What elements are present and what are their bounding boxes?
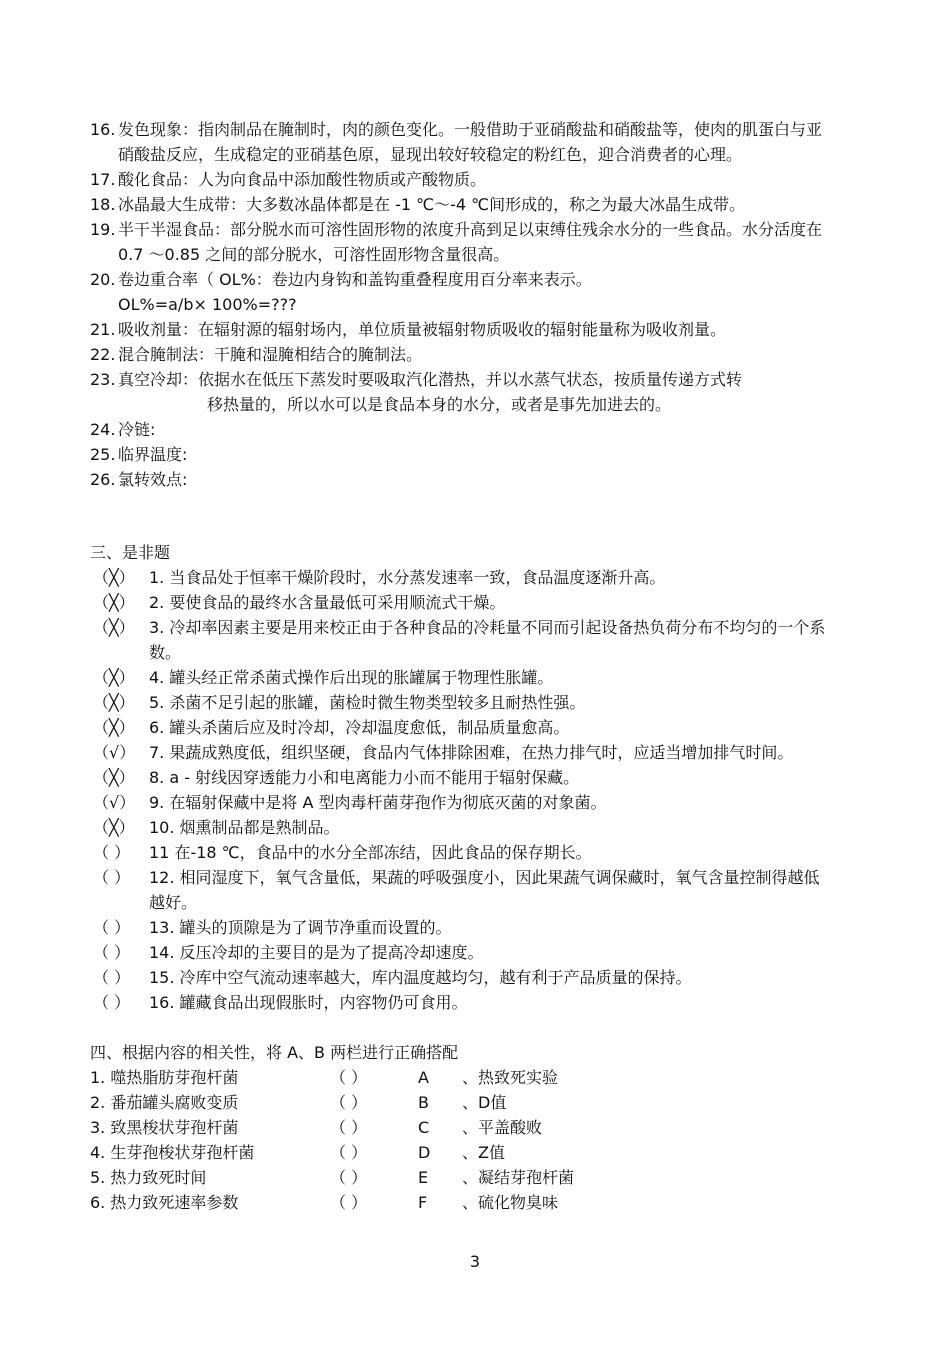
definition-text: 真空冷却：依据水在低压下蒸发时要吸取汽化潜热，并以水蒸气状态，按质量传递方式转 (118, 370, 743, 389)
answer-mark: （╳） (93, 718, 135, 737)
truefalse-item (93, 715, 833, 740)
matching-letter: A (418, 1068, 429, 1087)
definition-24 (90, 417, 830, 442)
answer-mark: （ ） (93, 868, 131, 887)
matching-letter: D (418, 1143, 431, 1162)
truefalse-item (93, 565, 833, 590)
definition-23 (90, 367, 830, 417)
truefalse-item (93, 665, 833, 690)
answer-mark: （╳） (93, 693, 135, 712)
truefalse-list (93, 565, 833, 1015)
truefalse-item (93, 590, 833, 615)
question-text: 5. 杀菌不足引起的胀罐，菌检时微生物类型较多且耐热性强。 (149, 693, 586, 712)
matching-right-item: 、热致死实验 (462, 1068, 559, 1087)
truefalse-item (93, 615, 833, 665)
matching-letter: C (418, 1118, 430, 1137)
matching-letter: F (418, 1193, 428, 1212)
definition-17 (90, 167, 830, 192)
question-text: 1. 当食品处于恒率干燥阶段时，水分蒸发速率一致，食品温度逐渐升高。 (149, 568, 666, 587)
answer-blank: （ ） (330, 1093, 368, 1112)
matching-right-item: 、D值 (462, 1093, 507, 1112)
definition-text: 冷链: (118, 420, 156, 439)
matching-left-item: 2. 番茄罐头腐败变质 (90, 1093, 239, 1112)
truefalse-item (93, 865, 833, 915)
page-number: 3 (469, 1252, 481, 1271)
question-text: 15. 冷库中空气流动速率越大，库内温度越均匀，越有利于产品质量的保持。 (149, 968, 692, 987)
definition-20 (90, 267, 830, 317)
matching-left-item: 6. 热力致死速率参数 (90, 1193, 239, 1212)
definition-text: 半干半湿食品：部分脱水而可溶性固形物的浓度升高到足以束缚住残余水分的一些食品。水分活度在 0.7 ～0.85 之间的部分脱水，可溶性固形物含量很高。 (118, 220, 823, 264)
matching-left-item: 5. 热力致死时间 (90, 1168, 207, 1187)
answer-mark: （╳） (93, 568, 135, 587)
definition-18 (90, 192, 830, 217)
question-text: 11 在-18 ℃，食品中的水分全部冻结，因此食品的保存期长。 (149, 843, 592, 862)
definition-number: 18. (90, 195, 116, 214)
definition-text: 氯转效点: (118, 470, 188, 489)
question-text: 16. 罐藏食品出现假胀时，内容物仍可食用。 (149, 993, 468, 1012)
question-text: 6. 罐头杀菌后应及时冷却，冷却温度愈低，制品质量愈高。 (149, 718, 570, 737)
matching-row (90, 1165, 690, 1190)
definition-25 (90, 442, 830, 467)
definition-text: 吸收剂量：在辐射源的辐射场内，单位质量被辐射物质吸收的辐射能量称为吸收剂量。 (118, 320, 727, 339)
question-text: 12. 相同湿度下，氧气含量低，果蔬的呼吸强度小，因此果蔬气调保藏时，氧气含量控制得越低越好。 (149, 868, 820, 912)
truefalse-item (93, 690, 833, 715)
question-text: 4. 罐头经正常杀菌式操作后出现的胀罐属于物理性胀罐。 (149, 668, 554, 687)
answer-mark: （╳） (93, 668, 135, 687)
definition-text: 冰晶最大生成带：大多数冰晶体都是在 -1 ℃～-4 ℃间形成的，称之为最大冰晶生成带。 (118, 195, 746, 214)
definition-number: 25. (90, 445, 116, 464)
answer-mark: （╳） (93, 768, 135, 787)
definition-text: 卷边重合率（ OL%：卷边内身钩和盖钩重叠程度用百分率来表示。 (118, 270, 592, 289)
question-text: 14. 反压冷却的主要目的是为了提高冷却速度。 (149, 943, 484, 962)
question-text: 9. 在辐射保藏中是将 A 型肉毒杆菌芽孢作为彻底灭菌的对象菌。 (149, 793, 607, 812)
definition-22 (90, 342, 830, 367)
answer-mark: （√） (93, 743, 136, 762)
matching-table (90, 1065, 690, 1215)
question-text: 3. 冷却率因素主要是用来校正由于各种食品的冷耗量不同而引起设备热负荷分布不均匀的一个系数。 (149, 618, 826, 662)
answer-blank: （ ） (330, 1118, 368, 1137)
matching-section-title: 四、根据内容的相关性，将 A、B 两栏进行正确搭配 (90, 1043, 459, 1062)
question-text: 7. 果蔬成熟度低，组织坚硬，食品内气体排除困难，在热力排气时，应适当增加排气时间。 (149, 743, 794, 762)
truefalse-item (93, 790, 833, 815)
truefalse-item (93, 915, 833, 940)
definition-number: 19. (90, 220, 116, 239)
answer-blank: （ ） (330, 1193, 368, 1212)
answer-blank: （ ） (330, 1143, 368, 1162)
truefalse-item (93, 740, 833, 765)
definition-number: 21. (90, 320, 116, 339)
definition-19 (90, 217, 830, 267)
definition-26 (90, 467, 830, 492)
definition-number: 23. (90, 370, 116, 389)
question-text: 8. a - 射线因穿透能力小和电离能力小而不能用于辐射保藏。 (149, 768, 580, 787)
definition-text: 临界温度: (118, 445, 188, 464)
matching-left-item: 4. 生芽孢梭状芽孢杆菌 (90, 1143, 255, 1162)
definition-text: 混合腌制法：干腌和湿腌相结合的腌制法。 (118, 345, 423, 364)
definitions-list (90, 117, 830, 492)
answer-mark: （╳） (93, 618, 135, 637)
matching-letter: B (418, 1093, 429, 1112)
matching-row (90, 1090, 690, 1115)
definition-number: 17. (90, 170, 116, 189)
answer-mark: （ ） (93, 993, 131, 1012)
definition-text: 发色现象：指肉制品在腌制时，肉的颜色变化。一般借助于亚硝酸盐和硝酸盐等，使肉的肌蛋白与亚硝酸盐反应，生成稳定的亚硝基色原，显现出较好较稳定的粉红色，迎合消费者的心理。 (118, 120, 823, 164)
answer-mark: （╳） (93, 818, 135, 837)
matching-letter: E (418, 1168, 429, 1187)
matching-left-item: 3. 致黑梭状芽孢杆菌 (90, 1118, 239, 1137)
definition-text: 酸化食品：人为向食品中添加酸性物质或产酸物质。 (118, 170, 487, 189)
answer-mark: （ ） (93, 843, 131, 862)
truefalse-item (93, 990, 833, 1015)
definition-continuation: 移热量的，所以水可以是食品本身的水分，或者是事先加进去的。 (207, 395, 672, 414)
matching-right-item: 、硫化物臭味 (462, 1193, 559, 1212)
truefalse-item (93, 940, 833, 965)
matching-right-item: 、平盖酸败 (462, 1118, 543, 1137)
truefalse-item (93, 815, 833, 840)
matching-row (90, 1065, 690, 1090)
definition-16 (90, 117, 830, 167)
matching-right-item: 、Z值 (462, 1143, 505, 1162)
matching-row (90, 1190, 690, 1215)
truefalse-item (93, 765, 833, 790)
answer-blank: （ ） (330, 1168, 368, 1187)
definition-number: 22. (90, 345, 116, 364)
matching-right-item: 、凝结芽孢杆菌 (462, 1168, 575, 1187)
answer-mark: （ ） (93, 943, 131, 962)
answer-mark: （√） (93, 793, 136, 812)
question-text: 2. 要使食品的最终水含量最低可采用顺流式干燥。 (149, 593, 506, 612)
truefalse-item (93, 840, 833, 865)
truefalse-section-title: 三、是非题 (90, 543, 171, 562)
matching-row (90, 1140, 690, 1165)
definition-formula: OL%=a/b× 100%=??? (118, 295, 297, 314)
definition-21 (90, 317, 830, 342)
matching-row (90, 1115, 690, 1140)
definition-number: 26. (90, 470, 116, 489)
answer-mark: （ ） (93, 968, 131, 987)
definition-number: 24. (90, 420, 116, 439)
answer-blank: （ ） (330, 1068, 368, 1087)
question-text: 13. 罐头的顶隙是为了调节净重而设置的。 (149, 918, 452, 937)
matching-left-item: 1. 噬热脂肪芽孢杆菌 (90, 1068, 239, 1087)
answer-mark: （ ） (93, 918, 131, 937)
truefalse-item (93, 965, 833, 990)
definition-number: 20. (90, 270, 116, 289)
answer-mark: （╳） (93, 593, 135, 612)
question-text: 10. 烟熏制品都是熟制品。 (149, 818, 340, 837)
definition-number: 16. (90, 120, 116, 139)
